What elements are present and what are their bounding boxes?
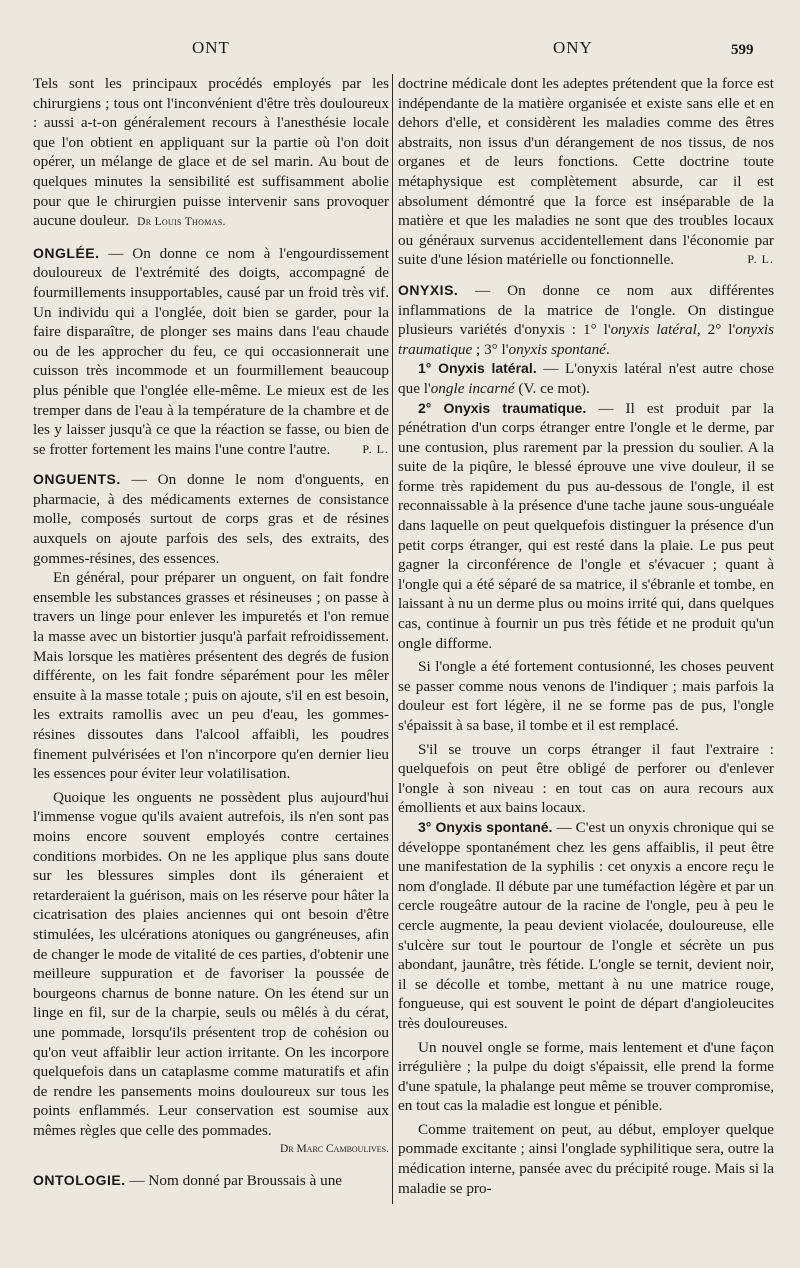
entry-ontologie: ONTOLOGIE. — Nom donné par Broussais à une xyxy=(33,1172,343,1190)
entry-onyxis: ONYXIS. — On donne ce nom aux différentes inflammations de la matrice de l'ongle. On distingue plusieurs variétés d'onyxis : 1° l'onyxis latéral, 2° l'onyxis traumatique ; 3° l'onyxis spontané. xyxy=(398,281,775,358)
onguents-paragraph-2: En général, pour préparer un onguent, on fait fondre ensemble les substances grasses et résineuses ; on passe à travers un linge pour enlever les impuretés et l'on remue la masse avec un bistortier jusqu'à parfait refroidissement. Mais lorsque les matières présentent des degrés de fusion différente, on les fait fondre séparément pour les mêler ensuite à la masse totale ; puis on ajoute, s'il en est besoin, les extraits ramollis avec un peu d'eau, les gommes-résines dissoutes dans l'alcool affaibli, les poudres finement pulvérisées et l'on n'incorpore qu'en dernier lieu les essences pour éviter leur volatilisation. xyxy=(33,569,389,783)
column-divider xyxy=(392,74,393,1204)
subentry-heading-traumatique: 2° Onyxis traumatique. xyxy=(418,399,587,416)
entry-onguents: ONGUENTS. — On donne le nom d'onguents, en pharmacie, à des médicaments externes de consistance molle, composés surtout de corps gras et de résines auxquels on ajoute parfois des sels, des extraits, des gommes-résines, des essences. xyxy=(33,471,389,567)
onyxis-variety-1: onyxis latéral xyxy=(610,321,697,339)
intro-signature: Dr Louis Thomas. xyxy=(137,216,226,229)
entry-term-onyxis: ONYXIS. xyxy=(398,281,459,298)
ongle-incarne-reference: ongle incarné xyxy=(430,379,515,397)
traumatique-paragraph-3: S'il se trouve un corps étranger il faut l'extraire : quelquefois on peut être obligé de perforer ou d'enlever l'ongle à son niveau : en tout cas on aura recours aux émollients et aux bains locaux. xyxy=(398,740,774,817)
subentry-heading-spontane: 3° Onyxis spontané. xyxy=(418,818,553,835)
subentry-traumatique: 2° Onyxis traumatique. — Il est produit par la pénétration d'un corps étranger entre l'ongle et le derme, par une contusion, plus rarement par la pression du soulier. A la suite de la piqûre, le blessé éprouve une vive douleur, il se forme très rapidement du pus au-dessous de l'ongle, il est reconnaissable à la présence d'une tache jaune sous-unguéale dans laquelle on peut quelquefois distinguer la présence d'un petit corps étranger, qui est resté dans la plaie. Le pus peut gagner la circonférence de l'ongle et s'évacuer ; quant à l'ongle qui a été séparé de sa matrice, il s'ébranle et tombe, en laissant à nu un derme plus ou moins irrité qui, dans quelques cas, continue à fournir un pus très fétide et ne produit qu'un ongle difforme. xyxy=(398,399,774,652)
entry-onglee: ONGLÉE. — On donne ce nom à l'engourdissement douloureux de l'extrémité des doigts, accompagné de fourmillements insupportables, causé par un froid très vif. Un individu qui a l'onglée, doit bien se garder, pour la faire disparaître, de plonger ses mains dans l'eau chaude ou de les approcher du feu, ce qui occasionnerait une cuisson très incommode et un fourmillement beaucoup plus pénible que l'onglée elle-même. Le mieux est de les tremper dans de l'eau à la température de la chambre et de les y laisser jusqu'à ce que la réaction se fasse, ou bien de se frotter fortement les mains l'une contre l'autre. P. L. xyxy=(33,244,389,458)
ontologie-continuation: doctrine médicale dont les adeptes prétendent que la force est indépendante de la matière organisée et existe sans elle et en dehors d'elle, et considèrent les maladies comme des êtres abstraits, non issus d'un dérangement de nos tissus, de nos organes et de leurs fonctions. Cette doctrine toute métaphysique est complètement absurde, car il est absolument démontré que la force est inséparable de la matière et que les maladies ne sont que des troubles locaux ou généraux survenus accidentellement dans l'économie par suite d'une lésion matérielle ou fonctionnelle. P. L. xyxy=(398,75,774,269)
onyxis-variety-3: onyxis spontané xyxy=(508,340,606,358)
right-column xyxy=(398,74,774,1198)
intro-paragraph: Tels sont les principaux procédés employés par les chirurgiens ; tous ont l'inconvénient d'être très douloureux : aussi a-t-on généralement recours à l'anesthésie locale que l'on obtient en appliquant sur la partie où l'on doit opérer, un mélange de glace et de sel marin. Au bout de quelques minutes la sensibilité est suffisamment abolie pour que le chirurgien puisse intervenir sans provoquer aucune douleur. Dr Louis Thomas. xyxy=(33,75,389,230)
spontane-paragraph-3: Comme traitement on peut, au début, employer quelque pommade excitante ; ainsi l'onglade syphilitique sera, outre la médication interne, pansée avec du précipité rouge. Mais si la maladie se pro- xyxy=(398,1120,774,1197)
onyxis-variety-2: onyxis traumatique xyxy=(398,321,775,358)
ontologie-signature: P. L. xyxy=(747,252,774,267)
page-number: 599 xyxy=(731,42,754,58)
entry-term-onguents: ONGUENTS. xyxy=(33,471,121,488)
running-head-right: ONY xyxy=(553,38,593,57)
subentry-lateral: 1° Onyxis latéral. — L'onyxis latéral n'est autre chose que l'ongle incarné (V. ce mot). xyxy=(398,360,774,397)
onguents-paragraph-3: Quoique les onguents ne possèdent plus aujourd'hui l'immense vogue qu'ils avaient autrefois, ils n'en sont pas moins encore souvent employés contre certaines conditions morbides. On ne les applique plus sans doute sur les blessures simples dont ils géneraient et retarderaient la guérison, mais on les réserve pour hâter la cicatrisation des plaies anciennes qui ont besoin d'être stimulées, les ulcérations atoniques ou gangréneuses, afin de changer le mode de vitalité de ces parties, d'obtenir une meilleure suppuration et de favoriser la poussée de bourgeons charnus de bonne nature. On les étend sur un linge en fil, sur de la charpie, seuls ou mêlés à du cérat, une pommade, lorsqu'ils présentent trop de cohésion ou qu'on veut affaiblir leur action irritante. On les incorpore quelquefois dans un cataplasme comme maturatifs et afin de rendre les pansements moins douloureux sur tous les points enflammés. Leur conservation est soumise aux mêmes règles que celle des pommades. xyxy=(33,788,389,1139)
entry-term-ontologie: ONTOLOGIE. xyxy=(33,1172,126,1189)
onguents-signature: Dr Marc Camboulives. xyxy=(279,1143,389,1156)
spontane-paragraph-2: Un nouvel ongle se forme, mais lentement et d'une façon irrégulière ; la pulpe du doigt s'épaissit, elle prend la forme d'une spatule, la phalange peut même se trouver compromise, en tout cas la maladie est longue et pénible. xyxy=(398,1038,774,1115)
traumatique-paragraph-2: Si l'ongle a été fortement contusionné, les choses peuvent se passer comme nous venons de l'indiquer ; mais parfois la douleur est fort légère, il ne se forme pas de pus, l'ongle s'épaissit à sa base, il tombe et il est remplacé. xyxy=(398,658,774,734)
entry-term-onglee: ONGLÉE. xyxy=(33,244,100,261)
onglee-signature: P. L. xyxy=(362,441,389,456)
left-column xyxy=(33,74,389,1191)
subentry-heading-lateral: 1° Onyxis latéral. xyxy=(418,360,537,377)
running-head-left: ONT xyxy=(192,38,230,57)
subentry-spontane: 3° Onyxis spontané. — C'est un onyxis chronique qui se développe spontanément chez les gens affaiblis, il peut être une manifestation de la syphilis : cet onyxis a encore reçu le nom d'onglade. Il débute par une tuméfaction légère et par un cercle rougeâtre autour de la racine de l'ongle, peu à peu le cercle augmente, la peau devient violacée, douloureuse, elle s'ulcère sur tout le pourtour de l'ongle et sécrète un pus abondant, jaunâtre, très fétide. L'ongle se ternit, devient noir, il se décolle et tombe, mettant à nu une matrice rouge, fongueuse, qui est souvent le point de départ d'angioleucites très douloureuses. xyxy=(398,818,774,1032)
